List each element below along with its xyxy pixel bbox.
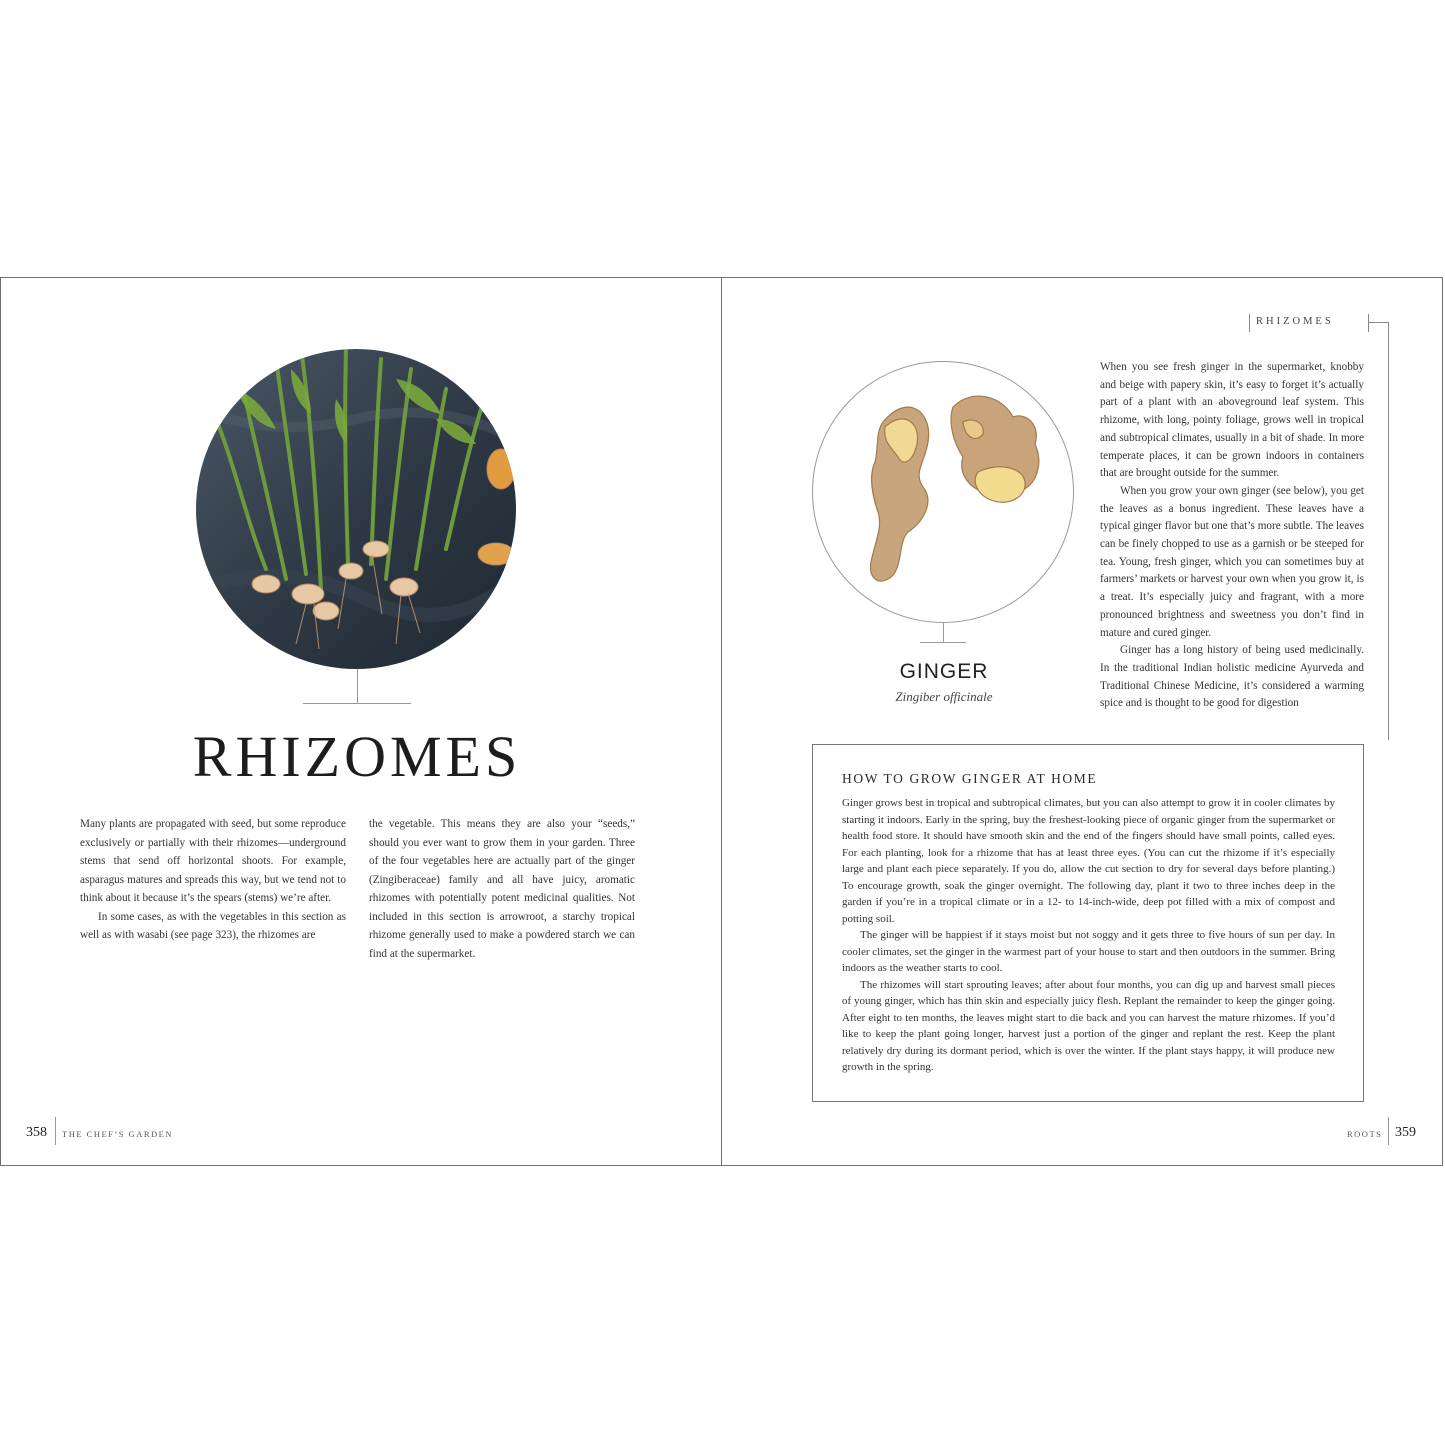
plant-latin-name: Zingiber officinale: [895, 689, 993, 704]
running-head: RHIZOMES: [1256, 316, 1334, 327]
sidebar-paragraph: Ginger grows best in tropical and subtropical climates, but you can also attempt to grow it in cooler climates by starting it indoors. Early in the spring, buy the freshest-looking piece of organic ginger from the supermarket or health food store. It should have smooth skin and the end of the fingers should have small points, called eyes. For each planting, look for a rhizome that has at least three eyes. (You can cut the rhizome if it’s especially large and plant each piece separately. If you do, allow the cut section to dry for several days before planting.) To encourage growth, soak the ginger overnight. The following day, plant it two to three inches deep in the garden if you’re in a tropical climate or in a 12- to 14-inch-wide, deep pot filled with a mix of compost and potting soil.: [842, 797, 1335, 925]
running-head-bracket: [1249, 314, 1250, 332]
grow-ginger-sidebar: [812, 744, 1364, 1102]
body-paragraph: When you grow your own ginger (see below), you get the leaves as a bonus ingredient. These leaves have a typical ginger flavor but one that’s more subtle. The leaves can be finely chopped to use as a garnish or be steeped for tea. Young, fresh ginger, which you can sometimes buy at farmers’ markets or harvest your own when you grow it, is a treat. It’s especially juicy and fragrant, with a more pronounced brightness and sweetness you don’t find in mature and cured ginger.: [1100, 484, 1364, 639]
section-title: RHIZOMES: [192, 724, 522, 789]
folio-label-right: ROOTS: [1347, 1129, 1383, 1139]
folio-rule-left: [55, 1117, 56, 1145]
plant-name: GINGER: [899, 660, 989, 683]
photo-connector-base: [303, 703, 411, 704]
intro-paragraph: Many plants are propagated with seed, but some reproduce exclusively or partially with their rhizomes—underground stems that send off horizontal shoots. For example, asparagus matures and spreads this way, but we tend not to think about it because it’s the spears (stems) we’re after.: [80, 818, 346, 904]
running-head-rule: [1368, 322, 1388, 323]
page-number-right: 359: [1395, 1125, 1416, 1140]
sidebar-paragraph: The rhizomes will start sprouting leaves; after about four months, you can dig up and harvest small pieces of young ginger, which has thin skin and especially juicy flesh. Replant the remainder to keep the ginger going. After eight to ten months, the leaves might start to die back and you can harvest the mature rhizomes. If you’d like to keep the plant going longer, harvest just a portion of the ginger and replant the rest. Keep the plant relatively dry during its dormant period, which is over the winter. If the plant stays happy, it will produce new growth in the spring.: [842, 978, 1335, 1073]
folio-rule-right: [1388, 1117, 1389, 1145]
running-head-rule: [1388, 322, 1389, 740]
intro-paragraph: the vegetable. This means they are also your “seeds,” should you ever want to grow them in your garden. Three of the four vegetables here are actually part of the ginger (Zingiberaceae) family and all have juicy, aromatic rhizomes with potentially potent medicinal qualities. Not included in this section is arrowroot, a starchy tropical rhizome generally used to make a powdered starch we can find at the supermarket.: [369, 818, 635, 960]
intro-column-2: [369, 815, 635, 963]
ginger-photo: [812, 361, 1074, 623]
body-paragraph: When you see fresh ginger in the supermarket, knobby and beige with papery skin, it’s easy to forget it’s actually part of a plant with an aboveground leaf system. This rhizome, with long, pointy foliage, grows well in tropical and subtropical climates, usually in a bit of shade. In more temperate places, it can be grown indoors in containers that are brought outside for the summer.: [1100, 361, 1364, 480]
intro-paragraph: In some cases, as with the vegetables in this section as well as with wasabi (see page 323), the rhizomes are: [80, 910, 346, 941]
ginger-connector-base: [920, 642, 966, 643]
body-paragraph: Ginger has a long history of being used medicinally. In the traditional Indian holistic medicine Ayurveda and Traditional Chinese Medicine, it’s considered a warming spice and is thought to be good for digestion: [1100, 644, 1364, 710]
running-head-bracket: [1368, 314, 1369, 332]
page-gutter: [721, 277, 722, 1166]
page-number-left: 358: [26, 1125, 47, 1140]
rhizomes-photo: [196, 349, 516, 669]
ginger-body-text: [1100, 359, 1364, 729]
folio-label-left: THE CHEF’S GARDEN: [62, 1129, 173, 1139]
photo-connector-line: [357, 669, 358, 703]
sidebar-paragraph: The ginger will be happiest if it stays moist but not soggy and it gets three to five hours of sun per day. In cooler climates, set the ginger in the warmest part of your house to start and then outdoors in the summer. Bring indoors as the weather starts to cool.: [842, 929, 1335, 974]
intro-column-1: [80, 815, 346, 945]
sidebar-title: HOW TO GROW GINGER AT HOME: [842, 771, 1098, 786]
ginger-connector-line: [943, 623, 944, 643]
